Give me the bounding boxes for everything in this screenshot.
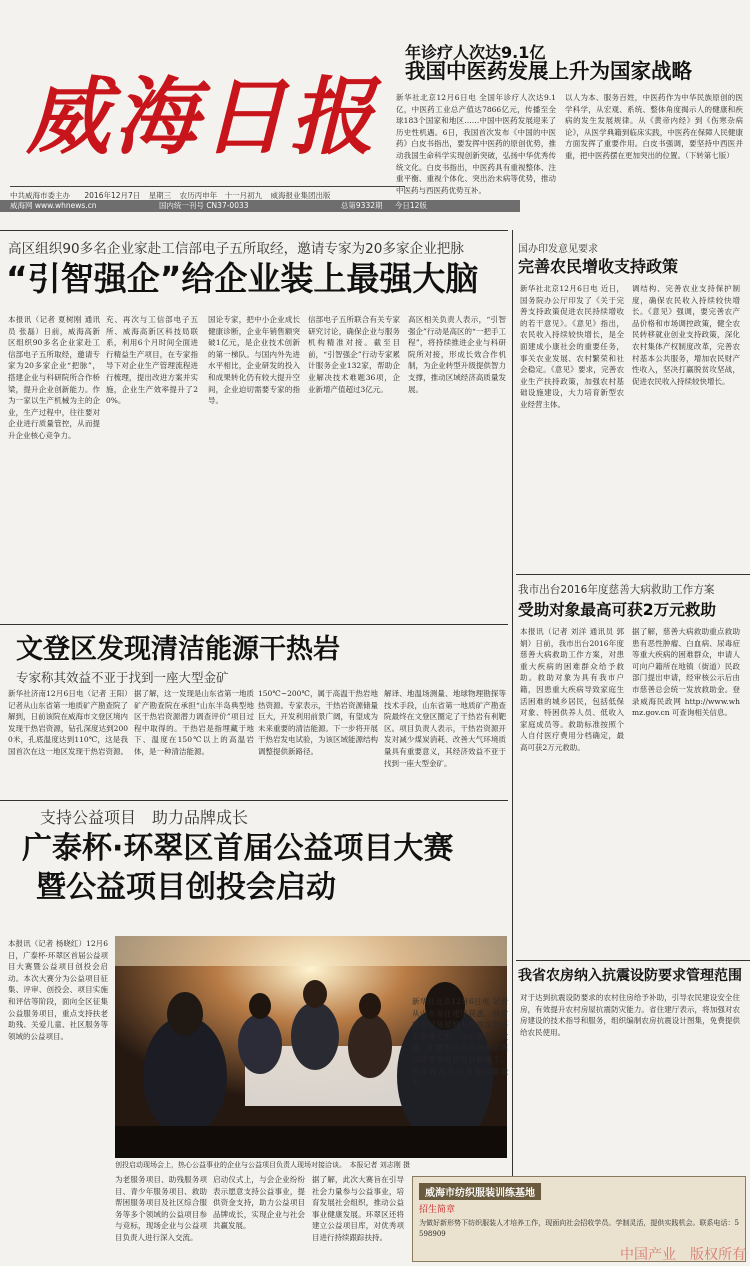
top-story-col2: 以人为本、服务百姓，中医药作为中华民族原创的医学科学，从宏观、系统、整体角度揭示人的健康和疾病的发生发展规律。从《黄帝内经》到《伤寒杂病论》，从医学典籍到临床实践，中医药在保障人民健康方面发挥了重要作用。白皮书强调，要坚持中西医并重，把中医药摆在更加突出的位置。（下转第七版） xyxy=(565,93,743,160)
top-story-kicker: 年诊疗人次达9.1亿 xyxy=(405,43,546,62)
watermark: 中国产业 版权所有 xyxy=(620,1247,746,1263)
clean-energy-headline: 文登区发现清洁能源干热岩 xyxy=(16,634,340,665)
housing-headline: 我省农房纳入抗震设防要求管理范围 xyxy=(518,968,742,984)
publisher: 威海报业集团出版 xyxy=(270,191,331,200)
divider xyxy=(516,574,750,575)
clean-energy-subhead: 专家称其效益不亚于找到一座大型金矿 xyxy=(16,670,229,685)
column-divider xyxy=(512,230,513,1260)
masthead-title: 威海日报 xyxy=(26,67,379,166)
charity-photo-caption: 创投启动现场会上，热心公益事业的企业与公益项目负责人现场对接洽谈。 本报记者 刘志刚 摄 xyxy=(115,1161,410,1169)
divider xyxy=(516,960,750,961)
clean-energy-col1: 新华社济南12月6日电（记者 王阳）记者从山东省第一地质矿产勘查院了解到，日前该院在威海市文登区境内发现干热岩资源，钻孔深度达到2000米，孔底温度达到110℃，这是我国首次在这一地区发现干热岩资源。 xyxy=(8,689,128,756)
lead-story-col3: 国论专家，把中小企业成长健康诊断，企业年销售额突破1亿元，是企业技术创新的第一梯队。与国内外先进水平相比，企业研发的投入和成果转化仍有较大提升空间，企业迫切需要专家的指导。 xyxy=(208,315,300,406)
charity-col4: 据了解，此次大赛旨在引导社会力量参与公益事业，培育发展社会组织，推动公益事业健康发展。环翠区还将建立公益项目库，对优秀项目进行持续跟踪扶持。 xyxy=(312,1175,404,1242)
sidebar-policy-headline: 完善农民增收支持政策 xyxy=(518,257,679,276)
masthead-meta-bar xyxy=(0,200,520,212)
ad-label: 威海市纺织服装训练基地 xyxy=(419,1183,541,1200)
cn-number: 国内统一刊号 CN37-0033 xyxy=(158,201,249,210)
clean-energy-col3: 150℃~200℃，属于高温干热岩地热资源。专家表示，干热岩资源储量巨大，开发利用前景广阔，有望成为未来重要的清洁能源。下一步将开展干热岩发电试验，为该区域能源结构调整提供新路径。 xyxy=(258,689,378,756)
masthead-info-bar xyxy=(10,186,405,200)
clean-energy-col2: 据了解，这一发现是山东省第一地质矿产勘查院在承担“山东半岛典型地区干热岩资源潜力调查评价”项目过程中取得的。干热岩是指埋藏于地下、温度在150℃以上的高温岩体，是一种清洁能源。 xyxy=(134,689,254,756)
divider xyxy=(0,624,508,625)
sidebar-policy-label: 国办印发意见要求 xyxy=(518,244,598,255)
sidebar-aid-col1: 本报讯（记者 刘洋 通讯员 郭娟）日前，我市出台2016年度慈善大病救助工作方案，对患重大疾病的困难群众给予救助。救助对象为具有我市户籍，因患重大疾病导致家庭生活困难的城乡居民，包括低保对象、特困供养人员、低收入家庭成员等。救助标准按照个人自付医疗费用分档确定，最高可获2万元救助。 xyxy=(520,627,624,752)
sidebar-policy-col1: 新华社北京12月6日电 近日，国务院办公厅印发了《关于完善支持政策促进农民持续增收的若干意见》。《意见》指出，农民收入持续较快增长，是全面建成小康社会的重要任务，事关农业发展、农村繁荣和社会稳定。《意见》要求，完善农业生产扶持政策，加强农村基础设施建设，大力培育新型农业经营主体。 xyxy=(520,284,624,409)
charity-col1: 本报讯（记者 杨晓红）12月6日，广泰杯·环翠区首届公益项目大赛暨公益项目创投会启动。本次大赛分为公益项目征集、评审、创投会、项目实施和评估等阶段，面向全区征集公益服务项目，重点支持扶老助残、关爱儿童、社区服务等领域的公益项目。 xyxy=(8,939,108,1041)
sidebar-aid-headline: 受助对象最高可获2万元救助 xyxy=(518,601,716,619)
ad-text: 为做好新形势下纺织服装人才培养工作，现面向社会招收学员。学制灵活，提供实践机会。联系电话：5598909 xyxy=(419,1219,739,1238)
top-story-headline: 我国中医药发展上升为国家战略 xyxy=(405,59,692,83)
housing-col1: 新华社北京12月6日电 记者从山东省住建厅获悉，我省将农村房屋纳入抗震设防要求管理范围，今后新建、改建、扩建农房应当按照抗震设防要求进行设计和施工，切实提高农村房屋抗震能力。 xyxy=(412,997,508,1088)
sidebar-policy-col2: 调结构、完善农业支持保护制度，确保农民收入持续较快增长。《意见》强调，要完善农产品价格和市场调控政策，健全农民转移就业创业支持政策，深化农村集体产权制度改革，完善农村基本公共服务，增加农民财产性收入，坚决打赢脱贫攻坚战，促进农民收入持续较快增长。 xyxy=(632,284,740,386)
issue-date: 2016年12月7日 xyxy=(84,191,141,200)
housing-col2: 对于达到抗震设防要求的农村住房给予补助，引导农民建设安全住房，有效提升农村房屋抗震防灾能力。省住建厅表示，将加强对农房建设的技术指导和服务，组织编制农房抗震设计图集，免费提供给农民使用。 xyxy=(520,993,740,1037)
lead-story-kicker: 高区组织90多名企业家赴工信部电子五所取经，邀请专家为20多家企业把脉 xyxy=(8,241,464,257)
page-count: 今日12版 xyxy=(394,201,427,210)
charity-col2: 为老服务项目、助残服务项目、青少年服务项目、救助帮困服务项目及社区综合服务等多个领域的公益项目参与竞标，现场企业与公益项目负责人进行深入交流。 xyxy=(115,1175,207,1242)
charity-col3: 启动仪式上，与会企业纷纷表示愿意支持公益事业，提供资金支持，助力公益项目品牌成长，实现企业与社会共赢发展。 xyxy=(213,1175,305,1231)
lead-story-headline: “引智强企”给企业装上最强大脑 xyxy=(6,259,479,298)
clean-energy-col4: 解译、地温场测量、地球物理勘探等技术手段，山东省第一地质矿产勘查院最终在文登区圈定了干热岩有利靶区。项目负责人表示，干热岩资源开发对减少煤炭消耗、改善大气环境质量具有重要意义，其经济效益不亚于找到一座大型金矿。 xyxy=(384,689,506,768)
charity-kicker: 支持公益项目 助力品牌成长 xyxy=(40,808,249,827)
charity-headline-2: 暨公益项目创投会启动 xyxy=(36,870,336,905)
top-story-col1: 新华社北京12月6日电 全国年诊疗人次达9.1亿，中医药工业总产值达7866亿元，传播至全球183个国家和地区……中国中医药发展迎来了历史性机遇。6日，我国首次发布《中国的中医药》白皮书指出，要发挥中医药的原创优势，推动我国生命科学实现创新突破，弘扬中华优秀传统文化。白皮书指出，中医药具有重视整体、注重平衡、重视个体化、突出治未病等优势，推动中医药与西医药优势互补。 xyxy=(396,93,556,195)
lunar-date: 农历丙申年 十一月初九 xyxy=(179,191,263,200)
divider xyxy=(0,800,508,801)
charity-headline-1: 广泰杯·环翠区首届公益项目大赛 xyxy=(22,831,454,866)
weekday: 星期三 xyxy=(148,191,172,200)
lead-story-col2: 充、再次与工信部电子五所、威海高新区科技局联系，利用6个月时间全面进行精益生产项目，在专家指导下对企业生产管理流程进行梳理，提出改进方案并实施，企业生产效率提升了20%。 xyxy=(106,315,198,406)
divider xyxy=(0,230,508,231)
sponsor: 中共威海市委主办 xyxy=(10,191,70,200)
sidebar-aid-kicker: 我市出台2016年度慈善大病救助工作方案 xyxy=(518,584,715,596)
issue-number: 总第9332期 xyxy=(340,201,383,210)
ad-subtitle: 招生简章 xyxy=(419,1205,456,1215)
website: 威海网 www.whnews.cn xyxy=(10,201,97,210)
lead-story-col1: 本报讯（记者 夏树刚 通讯员 张磊）日前，威海高新区组织90多名企业家赴工信部电子五所取经，邀请专家为20多家企业“把脉”，搭建企业与科研院所合作桥梁，提升企业创新能力。作为一家以生产机械为主的企业，生产过程中，往往要对企业进行质量管控，从而提升企业核心竞争力。 xyxy=(8,315,100,440)
lead-story-col5: 高区相关负责人表示，“引智强企”行动是高区的“一把手工程”，将持续推进企业与科研院所对接，形成长效合作机制，为企业转型升级提供智力支撑，推动区域经济高质量发展。 xyxy=(408,315,506,394)
lead-story-col4: 信部电子五所联合有关专家研究讨论，确保企业与服务机构精准对接。截至目前，“引智强企”行动专家累计服务企业132家，帮助企业解决技术难题36项，企业新增产值超过3亿元。 xyxy=(308,315,400,394)
sidebar-aid-col2: 据了解，慈善大病救助重点救助患有恶性肿瘤、白血病、尿毒症等重大疾病的困难群众，申请人可向户籍所在地镇（街道）民政部门提出申请，经审核公示后由市慈善总会统一发放救助金。登录威海民政网 http://www.whmz.gov.cn 可查询相关信息。 xyxy=(632,627,740,718)
